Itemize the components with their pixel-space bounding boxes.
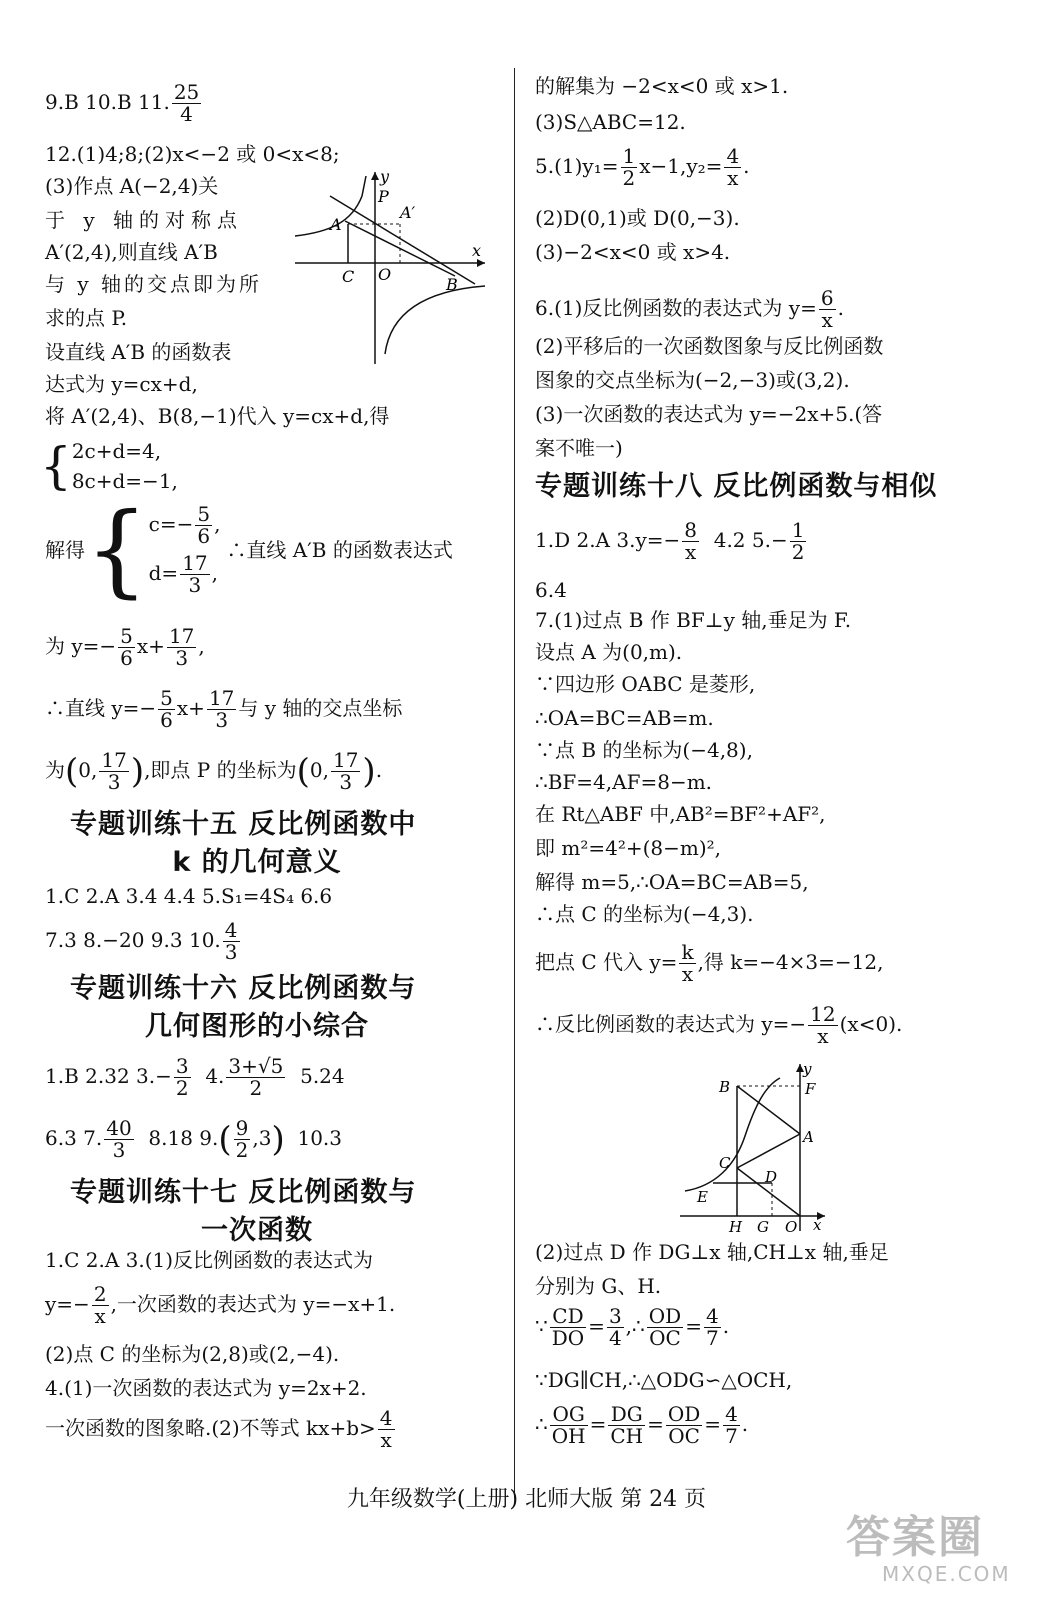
answer-line: ∴BF=4,AF=8−m. [535, 770, 713, 794]
answer-line: y=− $\frac{2}{x}$ ,一次函数的表达式为 y=−x+1. [45, 1282, 396, 1328]
answer-line: 7.3 8.−20 9.3 10. $\frac{4}{3}$ [45, 918, 238, 964]
answer-line: 为 y=− $\frac{5}{6}$ x+ $\frac{17}{3}$ , [45, 624, 205, 670]
coordinate-figure-1 [290, 166, 490, 366]
watermark-logo: 答案圈 MXQE.COM [846, 1512, 1011, 1586]
answer-line: A′(2,4),则直线 A′B [45, 240, 218, 264]
section-heading-15: k 的几何意义 [172, 847, 342, 878]
page-footer: 九年级数学(上册) 北师大版 第 24 页 [346, 1487, 707, 1512]
equation-system: { 2c+d=4, 8c+d=−1, [40, 437, 178, 495]
answer-line: (3)S△ABC=12. [535, 110, 686, 134]
answer-line: 的解集为 −2<x<0 或 x>1. [535, 74, 789, 98]
answer-line: 6.3 7. $\frac{40}{3}$ 8.18 9.( $\frac{9}{2}$ ,3) 10.3 [45, 1116, 343, 1162]
fig2-label: F [805, 1080, 816, 1098]
fig2-label: O [785, 1218, 798, 1236]
answer-line: 9.B 10.B 11. $\frac{25}{4}$ [45, 80, 200, 126]
fig2-label: D [765, 1168, 778, 1186]
answer-line: ∵ $\frac{CD}{DO}$ = $\frac{3}{4}$ ,∴ $\frac{OD}{OC}$ = $\frac{4}{7}$ . [535, 1304, 730, 1350]
answer-line: (3)一次函数的表达式为 y=−2x+5.(答 [535, 402, 883, 426]
answer-line: (3)−2<x<0 或 x>4. [535, 240, 731, 264]
fig1-label: A′ [400, 203, 416, 222]
answer-line: 在 Rt△ABF 中,AB²=BF²+AF², [535, 802, 826, 826]
fig2-label: B [719, 1078, 731, 1096]
answer-line: (2)平移后的一次函数图象与反比例函数 [535, 334, 884, 358]
answer-line: ∵点 B 的坐标为(−4,8), [535, 738, 753, 762]
answer-line: (2)D(0,1)或 D(0,−3). [535, 206, 740, 230]
answer-line: 达式为 y=cx+d, [45, 372, 198, 396]
answer-line: 12.(1)4;8;(2)x<−2 或 0<x<8; [45, 142, 340, 166]
fig1-label: y [380, 167, 390, 186]
answer-line: 为(0, $\frac{17}{3}$ ),即点 P 的坐标为(0, $\frac{17}{3}$ ). [45, 748, 383, 794]
fig1-label: x [472, 241, 482, 260]
answer-line: 求的点 P. [45, 306, 128, 330]
answer-line: 1.C 2.A 3.(1)反比例函数的表达式为 [45, 1248, 374, 1272]
answer-line: 4.(1)一次函数的表达式为 y=2x+2. [45, 1376, 367, 1400]
answer-line: ∴反比例函数的表达式为 y=− $\frac{12}{x}$ (x<0). [535, 1002, 903, 1048]
fig2-label: H [729, 1218, 743, 1236]
solution-block: 解得{ c=− $\frac{5}{6}$ , d= $\frac{17}{3}$ , ∴直线 A′B 的函数表达式 [45, 491, 453, 608]
coordinate-figure-2 [675, 1056, 835, 1236]
answer-line: (2)点 C 的坐标为(2,8)或(2,−4). [45, 1342, 340, 1366]
answer-line: 6.4 [535, 578, 567, 602]
answer-line: 设点 A 为(0,m). [535, 640, 683, 664]
answer-line: 1.D 2.A 3.y=− $\frac{8}{x}$ 4.2 5.− $\frac{1}{2}$ [535, 518, 805, 564]
answer-line: 一次函数的图象略.(2)不等式 kx+b> $\frac{4}{x}$ [45, 1406, 393, 1452]
answer-line: 6.(1)反比例函数的表达式为 y= $\frac{6}{x}$ . [535, 286, 844, 332]
answer-line: ∵DG∥CH,∴△ODG∽△OCH, [535, 1368, 793, 1392]
answer-line: 设直线 A′B 的函数表 [45, 340, 232, 364]
answer-line: 1.C 2.A 3.4 4.4 5.S₁=4S₄ 6.6 [45, 884, 333, 908]
fig2-label: C [719, 1154, 731, 1172]
fig2-label: A [803, 1128, 814, 1146]
fig2-label: y [803, 1060, 812, 1078]
section-heading-15: 专题训练十五 反比例函数中 [70, 809, 417, 840]
answer-line: 分别为 G、H. [535, 1274, 662, 1298]
answer-line: 即 m²=4²+(8−m)², [535, 836, 722, 860]
fraction: $\frac{25}{4}$ [173, 80, 200, 126]
answer-line: ∴直线 y=− $\frac{5}{6}$ x+ $\frac{17}{3}$ 与 y 轴的交点坐标 [45, 686, 403, 732]
answer-line: 与 y 轴的交点即为所 [45, 272, 263, 296]
answer-line: 于 y 轴的对称点 [45, 208, 244, 232]
answer-line: ∴点 C 的坐标为(−4,3). [535, 902, 754, 926]
fig2-label: E [697, 1188, 708, 1206]
answer-line: (2)过点 D 作 DG⊥x 轴,CH⊥x 轴,垂足 [535, 1240, 889, 1264]
answer-line: 1.B 2.32 3.− $\frac{3}{2}$ 4. $\frac{3+√5}{2}$ 5.24 [45, 1054, 345, 1100]
section-heading-16: 专题训练十六 反比例函数与 [70, 973, 417, 1004]
answer-line: 7.(1)过点 B 作 BF⊥y 轴,垂足为 F. [535, 608, 852, 632]
section-heading-17: 专题训练十七 反比例函数与 [70, 1177, 417, 1208]
answer-line: 5.(1)y₁= $\frac{1}{2}$ x−1,y₂= $\frac{4}{x}$ . [535, 144, 750, 190]
fig1-label: O [378, 265, 392, 284]
section-heading-18: 专题训练十八 反比例函数与相似 [535, 471, 938, 502]
answer-line: 将 A′(2,4)、B(8,−1)代入 y=cx+d,得 [45, 404, 390, 428]
fig2-label: x [813, 1216, 822, 1234]
answer-line: ∴ $\frac{OG}{OH}$ = $\frac{DG}{CH}$ = $\frac{OD}{OC}$ = $\frac{4}{7}$ . [535, 1402, 749, 1448]
column-divider [514, 68, 515, 1498]
answer-line: 把点 C 代入 y= $\frac{k}{x}$ ,得 k=−4×3=−12, [535, 940, 884, 986]
answer-line: (3)作点 A(−2,4)关 [45, 174, 219, 198]
fig1-label: C [342, 267, 355, 286]
fig1-label: P [378, 187, 389, 206]
answer-line: ∵四边形 OABC 是菱形, [535, 672, 756, 696]
fig2-label: G [757, 1218, 769, 1236]
section-heading-17: 一次函数 [201, 1215, 313, 1246]
answer-line: 案不唯一) [535, 436, 623, 460]
answer-line: ∴OA=BC=AB=m. [535, 706, 714, 730]
section-heading-16: 几何图形的小综合 [145, 1011, 369, 1042]
fig1-label: B [446, 275, 458, 294]
fig1-label: A [330, 215, 342, 234]
answer-line: 解得 m=5,∴OA=BC=AB=5, [535, 870, 809, 894]
answer-line: 图象的交点坐标为(−2,−3)或(3,2). [535, 368, 850, 392]
